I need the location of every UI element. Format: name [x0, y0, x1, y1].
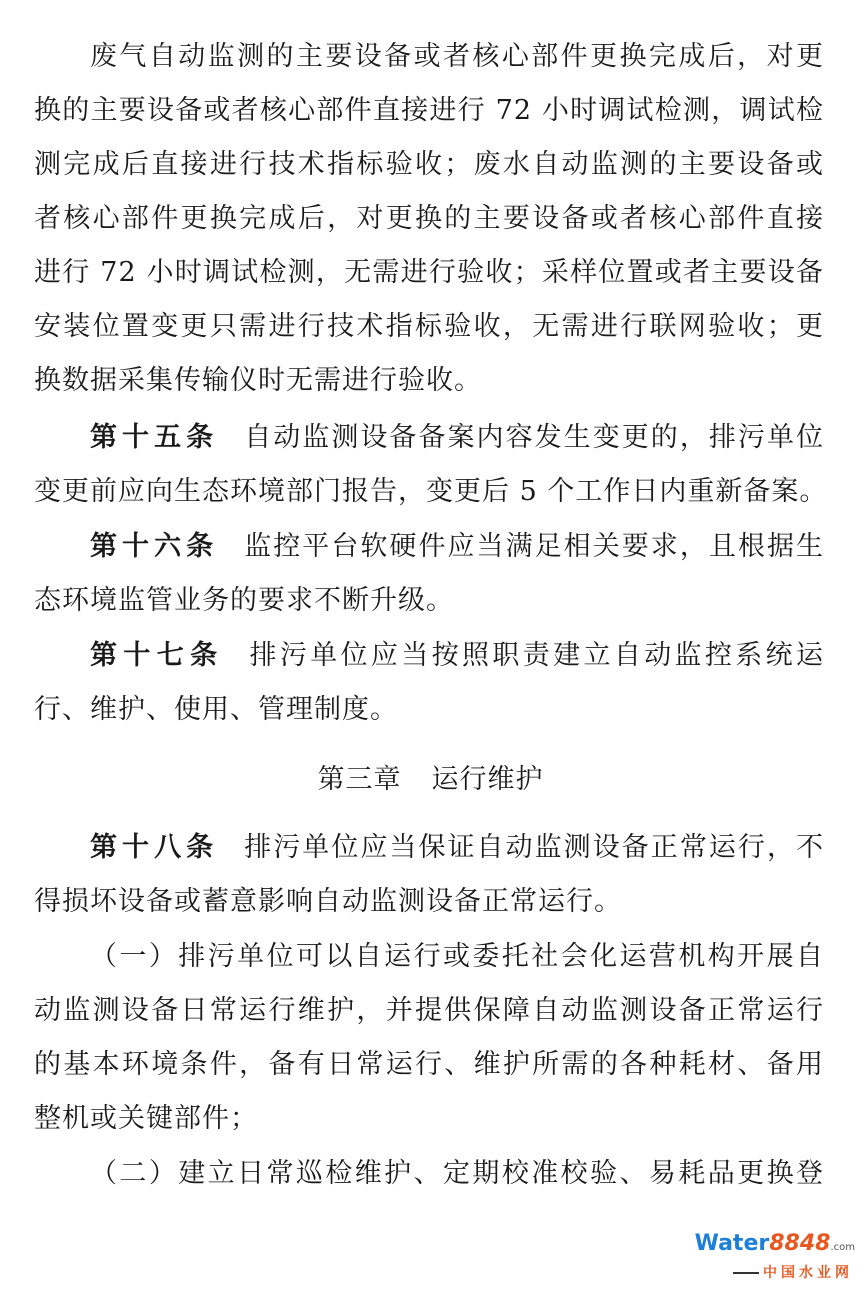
- article-16-label: 第十六条: [90, 531, 219, 562]
- chapter-number: 第三章: [317, 764, 402, 795]
- paragraph-line: 得损坏设备或蓄意影响自动监测设备正常运行。: [34, 886, 622, 917]
- paragraph-line: 变更前应向生态环境部门报告，变更后 5 个工作日内重新备案。: [34, 476, 828, 507]
- chapter-title: 运行维护: [431, 764, 544, 795]
- paragraph-line: 态环境监管业务的要求不断升级。: [34, 585, 454, 616]
- paragraph-line: 测完成后直接进行技术指标验收；废水自动监测的主要设备或: [34, 149, 824, 180]
- article-16-line: [90, 527, 824, 567]
- watermark-cn-text: 中国水业网: [733, 1262, 853, 1282]
- watermark-logo: [694, 1231, 855, 1291]
- article-17-line: [90, 636, 824, 676]
- list-item-line: 动监测设备日常运行维护，并提供保障自动监测设备正常运行: [34, 995, 824, 1026]
- list-item-line: （二）建立日常巡检维护、定期校准校验、易耗品更换登: [90, 1158, 824, 1189]
- article-18-line: [90, 828, 824, 868]
- article-16-text: 监控平台软硬件应当满足相关要求，且根据生: [244, 531, 825, 562]
- paragraph-line: 换数据采集传输仪时无需进行验收。: [34, 365, 482, 396]
- article-15-label: 第十五条: [90, 422, 219, 453]
- article-18-label: 第十八条: [90, 832, 219, 863]
- list-item-line: （一）排污单位可以自运行或委托社会化运营机构开展自: [90, 941, 824, 972]
- article-15-line: [90, 418, 824, 458]
- chapter-heading: [0, 760, 861, 800]
- article-17-text: 排污单位应当按照职责建立自动监控系统运: [249, 640, 825, 671]
- paragraph-line: 换的主要设备或者核心部件直接进行 72 小时调试检测，调试检: [34, 95, 824, 126]
- paragraph-line: 行、维护、使用、管理制度。: [34, 694, 398, 725]
- paragraph-line: 安装位置变更只需进行技术指标验收，无需进行联网验收；更: [34, 311, 824, 342]
- article-18-text: 排污单位应当保证自动监测设备正常运行，不: [244, 832, 825, 863]
- list-item-line: 整机或关键部件；: [34, 1103, 258, 1134]
- paragraph-line: 进行 72 小时调试检测，无需进行验收；采样位置或者主要设备: [34, 257, 824, 288]
- paragraph-line: 者核心部件更换完成后，对更换的主要设备或者核心部件直接: [34, 203, 824, 234]
- watermark-brand: Water8848.com: [694, 1231, 855, 1256]
- article-17-label: 第十七条: [90, 640, 224, 671]
- list-item-line: 的基本环境条件，备有日常运行、维护所需的各种耗材、备用: [34, 1049, 824, 1080]
- article-15-text: 自动监测设备备案内容发生变更的，排污单位: [244, 422, 825, 453]
- paragraph-line: 废气自动监测的主要设备或者核心部件更换完成后，对更: [90, 41, 824, 72]
